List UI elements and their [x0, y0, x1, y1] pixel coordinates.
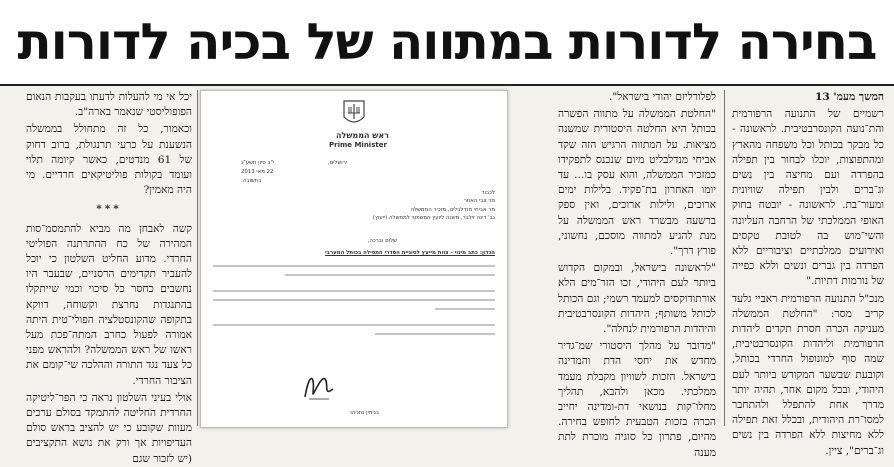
- letter-greeting: שלום וברכה,: [367, 238, 397, 244]
- letter-to: לכבוד: [481, 190, 495, 196]
- paragraph: אולי בעיני השלטון נראה כי הפר־ליטיקה החרדית החליטה להתמקד בסולם ערכים מעוות שקובע כי יש להציב בראש סולם העדיפויות אך ורק את נושא התקציבים (יש לזכור שגם: [26, 391, 192, 465]
- continued-marker: המשך מעמ' 13: [814, 91, 884, 103]
- section-break: ***: [96, 203, 122, 216]
- prime-minister-letter-image: [200, 90, 508, 428]
- letter-reference: בתשובה:: [241, 178, 262, 184]
- headline-title: בחירה לדורות במתווה של בכיה לדורות: [17, 13, 877, 71]
- letter-subject: הנדון: כתב מינוי - צוות מייעץ לסוגיית הסדרי התפילה בכותל המערבי: [324, 250, 495, 256]
- letter-signer: בנימין נתניהו: [350, 410, 379, 416]
- paragraph: רשמיים של התנועה הרפורמית והת־נועה הקונסרבטיבית. לראשונה - כל מבקר בכותל וכל משפחה מהארץ ומהתפוצות, יוכלו לבחור בין תפילה בהפרדה ועם מחיצה בין נשים וג־ברים ולבין תפילה שוויונית ומעור־בת. לראשונה - יובטח בחוק האופי הממלכתי של הרחבה העליונה והשי־מוש בה לטובת טקסים ואירועים ממלכתיים וציבוריים ללא הפרדה בין גברים ונשים וללא כפייה של נורמות דתיות.": [732, 108, 884, 288]
- paragraph: יכל אי מי להעלות לדעתו בעקבות הנאום הפופוליסטי שנאמר בארה"ב.: [26, 91, 192, 119]
- paragraph: "החלטת הממשלה על מתווה הפשרה בכותל היא החלטה היסטורית שמשנה מציאות. על המתווה הרגיש הזה שקד אביחי מנדלבליט מיום שנכנס לתפקידו כמזכיר הממשלה, והוא עסק בו... עד יומו האחרון בת־פקיד. בלילות ימים ארוכים, ולילות ארוכים, ואין ספק ברשעה מבשרד ראש הממשלה על מנת להגיע למתווה מוסכם, נחשוני, פורץ דרך".: [558, 108, 716, 258]
- column-divider: [197, 90, 198, 426]
- article-column-middle: [558, 90, 716, 459]
- state-emblem-icon: [341, 99, 367, 127]
- column-divider: [724, 90, 725, 426]
- headline-banner: [0, 0, 894, 86]
- article-column-left: [26, 90, 193, 465]
- letter-date: 22 מאי 2013: [241, 169, 274, 175]
- article-column-right: [732, 90, 884, 457]
- letter-place: ירושלים,: [327, 160, 347, 166]
- paragraph: מנכ"ל התנועה הרפורמית ראביי גלעד קריב מסר: "החלטת הממשלה מעניקה הכרה חסרת תקדים ליהדות הרפורמית וליהדות הקונסרבטיבית, שמה סוף למונופול החרדי בכותל, וקובעת שבשער המקודש ביותר לעם היהודי, ובכל מקום אחר, תהיה יותר מדרך אחת להתפלל ולהתחבר למסו־רת היהודית, ובכלל זאת תפילה ללא מחיצות ללא הפרדה בין נשים וג־ברים", ציין.: [732, 292, 884, 457]
- letterhead-hebrew: ראש הממשלה: [336, 131, 389, 140]
- letter-date-hebrew: י"ב סיון תשע"ג: [241, 160, 275, 166]
- paragraph: קשה לאבחן מה מביא להתמסמ־סות המהירה של כח ההתרתנה הפוליטי החרדי. מדוע החליט השלטון כי יוכל להעביר תקדימים הרסניים, שבעבר היו נחשבים כחסר כל סיכוי וכמי שייתקלו בהתנגדות נחרצת וקשוחה, דווקא בתקופה שהקונסטלציה הפולי־טית היתה אמורה לפעול כחרב המתה־פכת מעל ראשו של ראש הממשלה? ולהראש מפני כל צעד נגד התורה וההלכה שי־קומם את הציבור החרדי.: [26, 222, 192, 387]
- paragraph: וכאמור, כל זה מתחולל בממשלה הנשענת על כרעי תרנגולת, ברוב דחוק של 61 מנדטים, כאשר קיומה תלוי ועומד בקולות פוליטיקאים חרדיים. מי היה מאמין?: [26, 123, 193, 197]
- letterhead-english: Prime Minister: [329, 141, 387, 149]
- letter-cc-2: גב' דינה זילבר, משנה ליועץ המשפטי לממשלה (ייעוץ): [372, 215, 495, 221]
- letter-recipient: מר צבי האוזר: [463, 198, 495, 204]
- letter-cc-1: מר אביחי מנדלבליט, מזכיר הממשלה: [410, 207, 495, 213]
- paragraph: "לראשונה בישראל, ובמקום הקדוש ביותר לעם היהודי, זכו הזר־מים הלא אורתודוקסים למעמד רשמי; וגם הכותל לכותל משותף; היהדות הקונסרבטיבית והיהדות הרפורמית לנחלה".: [558, 262, 716, 336]
- signature-icon: [299, 369, 339, 403]
- paragraph: "מדובר על מהלך היסטורי שמ־גדיר מחדש את יחסי הדת והמדינה בישראל. הזכות לשוויון מקבלת מעמד ממלכתי. מכאן ולהבא, תהליך מחלו־קות בנושאי דת-ומדינה יחייב הכרה בזכות הטבעית לחופש בחירה. מהיום, פתרון כל סוגיה מוכרת לתת מענה: [558, 340, 716, 459]
- paragraph: לפלורליזם יהודי בישראל".: [608, 91, 716, 103]
